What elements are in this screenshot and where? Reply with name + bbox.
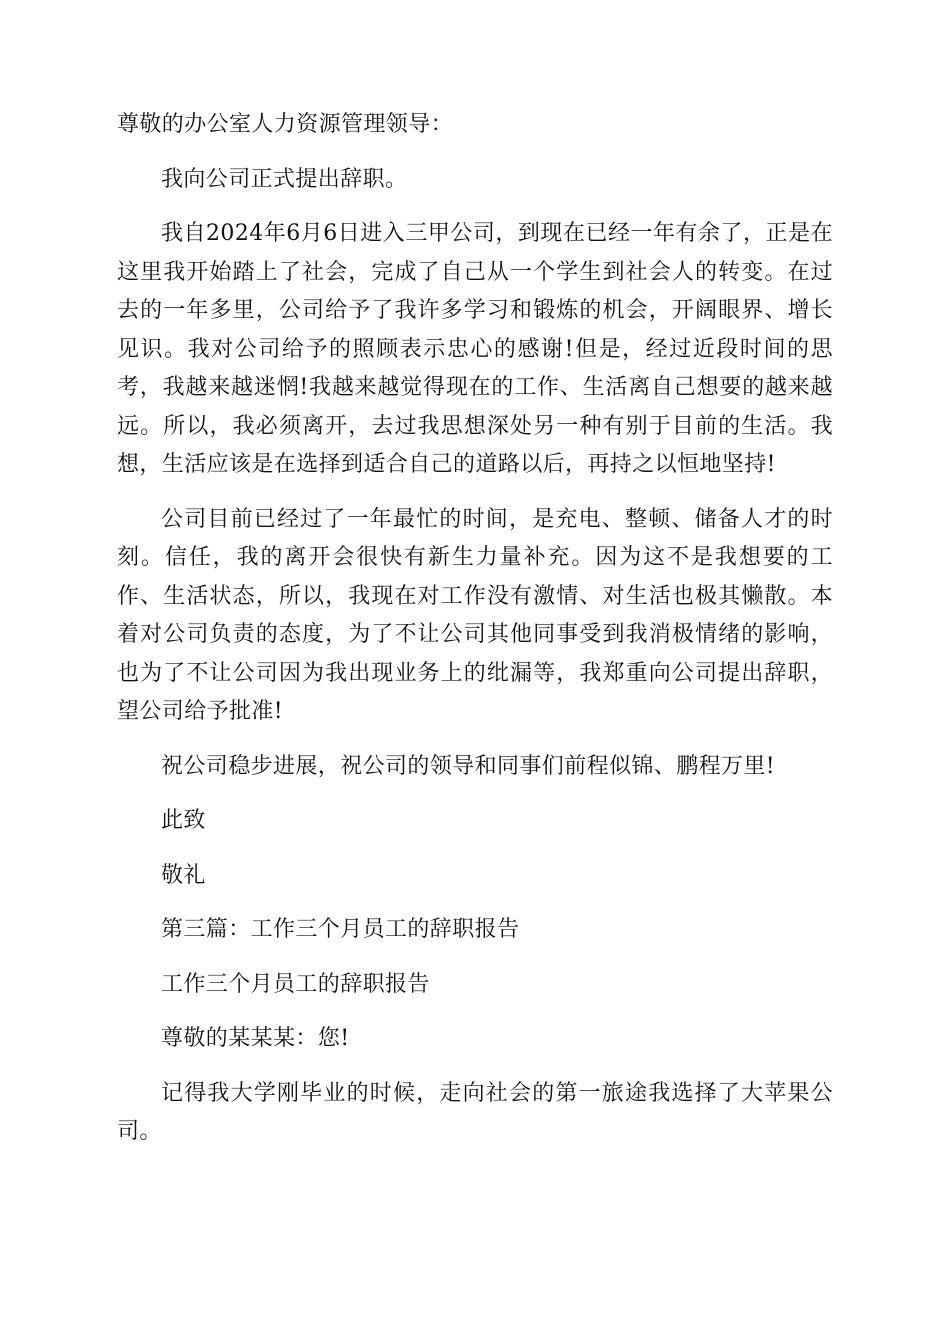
document-body: [117, 106, 833, 1168]
closing-line-1: 此致: [161, 808, 206, 833]
body-paragraph-2: 公司目前已经过了一年最忙的时间，是充电、整顿、储备人才的时刻。信任，我的离开会很快有新生力量补充。因为这不是我想要的工作、生活状态，所以，我现在对工作没有激情、对生活也极其懒散。本着对公司负责的态度，为了不让公司其他同事受到我消极情绪的影响，也为了不让公司因为我出现业务上的纰漏等，我郑重向公司提出辞职，望公司给予批准!: [117, 506, 833, 724]
wishes-paragraph: 祝公司稳步进展，祝公司的领导和同事们前程似锦、鹏程万里!: [161, 753, 776, 779]
body-paragraph-3: 记得我大学刚毕业的时候，走向社会的第一旅途我选择了大苹果公司。: [117, 1080, 833, 1144]
intro-paragraph: 我向公司正式提出辞职。: [161, 166, 408, 192]
section-heading: 第三篇：工作三个月员工的辞职报告: [161, 917, 520, 942]
salutation-paragraph-2: 尊敬的某某某：您!: [161, 1026, 350, 1051]
salutation-paragraph: 尊敬的办公室人力资源管理领导：: [117, 112, 454, 137]
body-paragraph-1: 我自2024年6月6日进入三甲公司，到现在已经一年有余了，正是在这里我开始踏上了社会，完成了自己从一个学生到社会人的转变。在过去的一年多里，公司给予了我许多学习和锻炼的机会，开阔眼界、增长见识。我对公司给予的照顾表示忠心的感谢!但是，经过近段时间的思考，我越来越迷惘!我越来越觉得现在的工作、生活离自己想要的越来越远。所以，我必须离开，去过我思想深处另一种有别于目前的生活。我想，生活应该是在选择到适合自己的道路以后，再持之以恒地坚持!: [117, 221, 833, 477]
section-title: 工作三个月员工的辞职报告: [161, 971, 430, 997]
closing-line-2: 敬礼: [161, 862, 206, 888]
